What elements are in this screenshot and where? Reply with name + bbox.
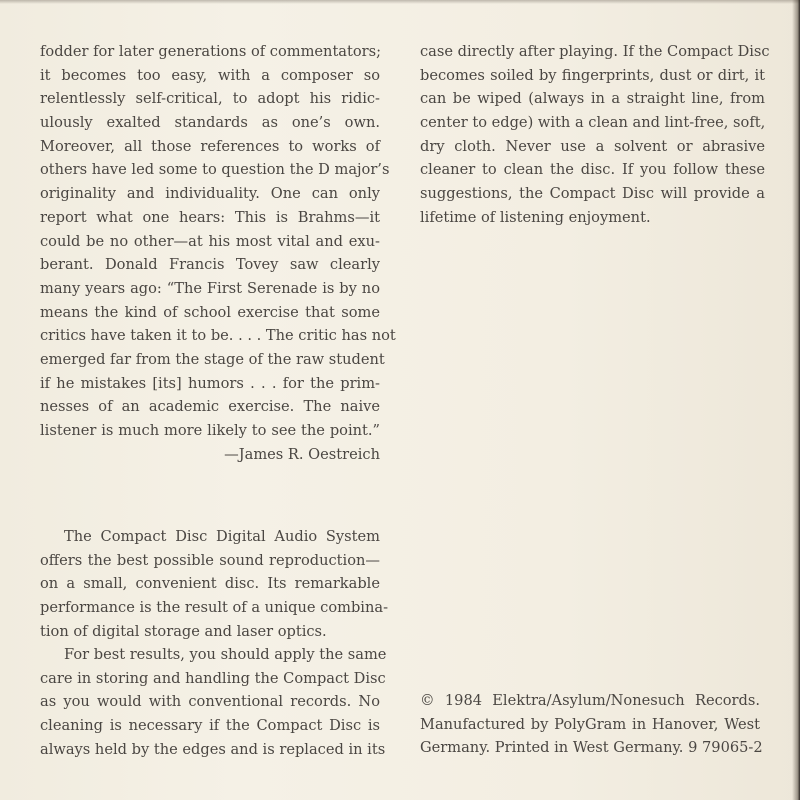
care-line: dry cloth. Never use a solvent or abrasive (420, 137, 765, 155)
essay-line: nesses of an academic exercise. The naive (40, 398, 380, 416)
cd-line: as you would with conventional records. No (40, 693, 380, 711)
essay-line: berant. Donald Francis Tovey saw clearly (40, 256, 380, 274)
care-line: suggestions, the Compact Disc will provide a (420, 185, 765, 203)
copyright-line: Manufactured by PolyGram in Hanover, West (420, 715, 760, 733)
care-line: center to edge) with a clean and lint-free, soft, (420, 114, 766, 132)
cd-line: performance is the result of a unique combina- (40, 599, 388, 617)
cd-line: For best results, you should apply the same (64, 646, 387, 663)
essay-line: means the kind of school exercise that some (40, 303, 380, 321)
cd-line: offers the best possible sound reproduction— (40, 551, 380, 569)
essay-line: ulously exalted standards as one’s own. (40, 114, 380, 132)
author-signature: —James R. Oestreich (224, 445, 380, 463)
cd-line: always held by the edges and is replaced in its (40, 740, 386, 758)
cd-line: The Compact Disc Digital Audio System (64, 528, 380, 545)
care-line: case directly after playing. If the Compact Disc (420, 43, 770, 60)
essay-line: fodder for later generations of commentators; (40, 43, 382, 60)
copyright-line: Germany. Printed in West Germany. 9 79065-2 (420, 739, 763, 757)
care-line: can be wiped (always in a straight line, from (420, 90, 765, 108)
cd-info-paragraph-1 (40, 525, 388, 643)
essay-text (40, 40, 396, 466)
essay-line: many years ago: “The First Serenade is by no (40, 279, 380, 297)
essay-line: relentlessly self-critical, to adopt his ridic- (40, 90, 380, 108)
cd-info-paragraph-2 (40, 643, 387, 761)
essay-line: listener is much more likely to see the point.” (40, 422, 380, 439)
care-line: cleaner to clean the disc. If you follow these (420, 161, 765, 179)
essay-line: Moreover, all those references to works of (40, 137, 380, 155)
essay-line: others have led some to question the D major’s (40, 161, 390, 179)
copyright-notice (420, 689, 763, 760)
cd-line: tion of digital storage and laser optics. (40, 622, 327, 640)
cd-line: care in storing and handling the Compact Disc (40, 669, 386, 687)
cd-care-continued (420, 40, 770, 230)
essay-line: if he mistakes [its] humors . . . for the prim- (40, 374, 380, 392)
cd-line: cleaning is necessary if the Compact Disc is (40, 717, 380, 735)
essay-line: originality and individuality. One can only (40, 185, 380, 203)
top-edge-shadow (0, 0, 800, 4)
right-edge-shadow (792, 0, 800, 800)
essay-line: it becomes too easy, with a composer so (40, 66, 380, 84)
care-line: lifetime of listening enjoyment. (420, 208, 651, 226)
essay-line: report what one hears: This is Brahms—it (40, 208, 380, 226)
essay-line: emerged far from the stage of the raw student (40, 350, 385, 368)
copyright-line: © 1984 Elektra/Asylum/Nonesuch Records. (420, 692, 760, 709)
cd-line: on a small, convenient disc. Its remarkable (40, 575, 380, 593)
essay-line: critics have taken it to be. . . . The critic has not (40, 327, 396, 345)
care-line: becomes soiled by fingerprints, dust or dirt, it (420, 66, 765, 84)
essay-line: could be no other—at his most vital and exu- (40, 232, 380, 250)
